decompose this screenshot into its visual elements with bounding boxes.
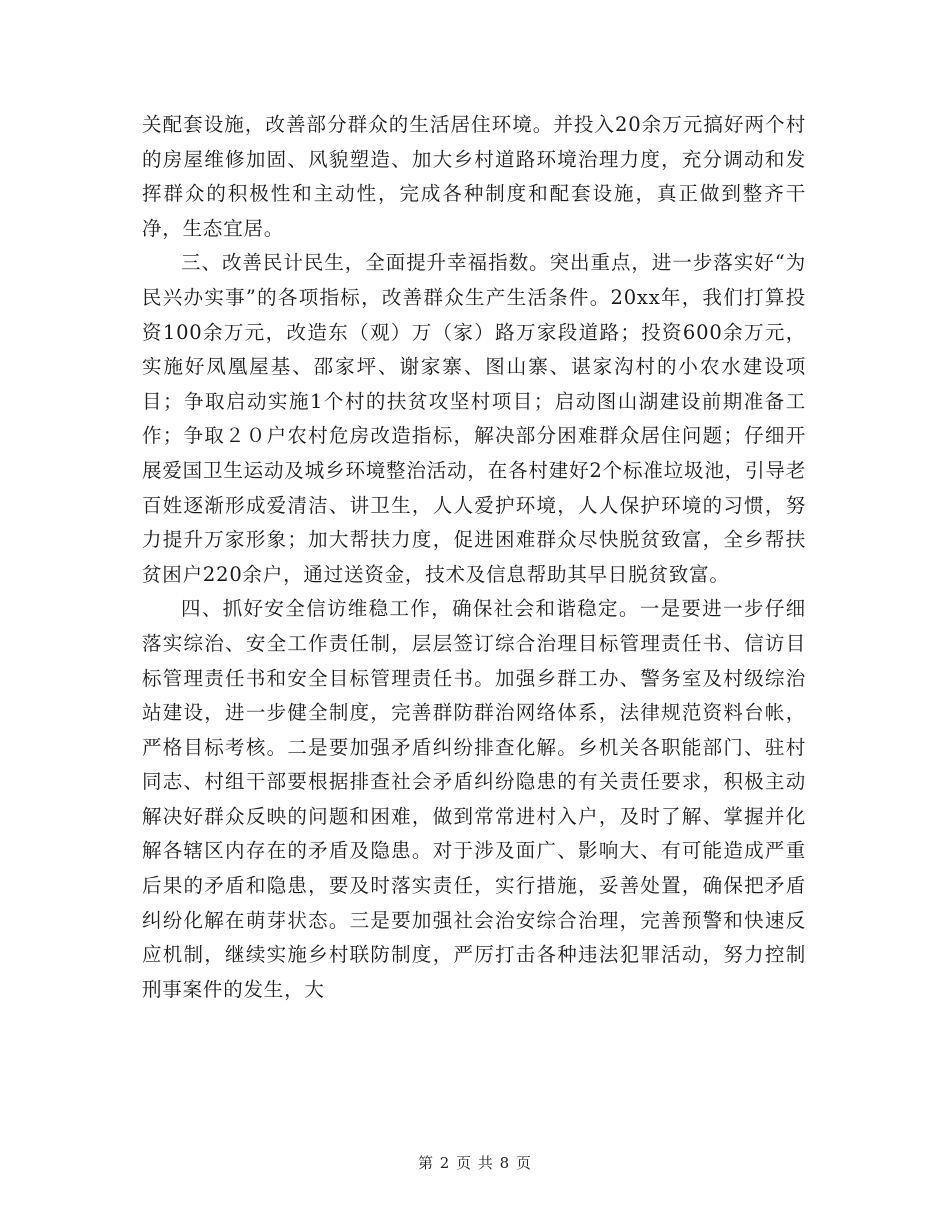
page-number-footer: 第 2 页 共 8 页	[418, 1154, 532, 1172]
paragraph-section-four: 四、抓好安全信访维稳工作，确保社会和谐稳定。一是要进一步仔细落实综治、安全工作责任制，层层签订综合治理目标管理责任书、信访目标管理责任书和安全目标管理责任书。加强乡群工办、警务室及村级综治站建设，进一步健全制度，完善群防群治网络体系，法律规范资料台帐，严格目标考核。二是要加强矛盾纠纷排查化解。乡机关各职能部门、驻村同志、村组干部要根据排查社会矛盾纠纷隐患的有关责任要求，积极主动解决好群众反映的问题和困难，做到常常进村入户，及时了解、掌握并化解各辖区内存在的矛盾及隐患。对于涉及面广、影响大、有可能造成严重后果的矛盾和隐患，要及时落实责任，实行措施，妥善处置，确保把矛盾纠纷化解在萌芽状态。三是要加强社会治安综合治理，完善预警和快速反应机制，继续实施乡村联防制度，严厉打击各种违法犯罪活动，努力控制刑事案件的发生，大	[142, 597, 806, 1001]
paragraph-section-three: 三、改善民计民生，全面提升幸福指数。突出重点，进一步落实好“为民兴办实事”的各项指标，改善群众生产生活条件。20xx年，我们打算投资100余万元，改造东（观）万（家）路万家段道路；投资600余万元，实施好凤凰屋基、邵家坪、谢家寨、图山寨、谌家沟村的小农水建设项目；争取启动实施1个村的扶贫攻坚村项目；启动图山湖建设前期准备工作；争取２０户农村危房改造指标，解决部分困难群众居住问题；仔细开展爱国卫生运动及城乡环境整治活动，在各村建好2个标准垃圾池，引导老百姓逐渐形成爱清洁、讲卫生，人人爱护环境，人人保护环境的习惯，努力提升万家形象；加大帮扶力度，促进困难群众尽快脱贫致富，全乡帮扶贫困户220余户，通过送资金，技术及信息帮助其早日脱贫致富。	[142, 251, 806, 586]
paragraph-continuation: 关配套设施，改善部分群众的生活居住环境。并投入20余万元搞好两个村的房屋维修加固、风貌塑造、加大乡村道路环境治理力度，充分调动和发挥群众的积极性和主动性，完成各种制度和配套设施，真正做到整齐干净，生态宜居。	[142, 113, 806, 240]
document-body	[142, 108, 806, 1007]
